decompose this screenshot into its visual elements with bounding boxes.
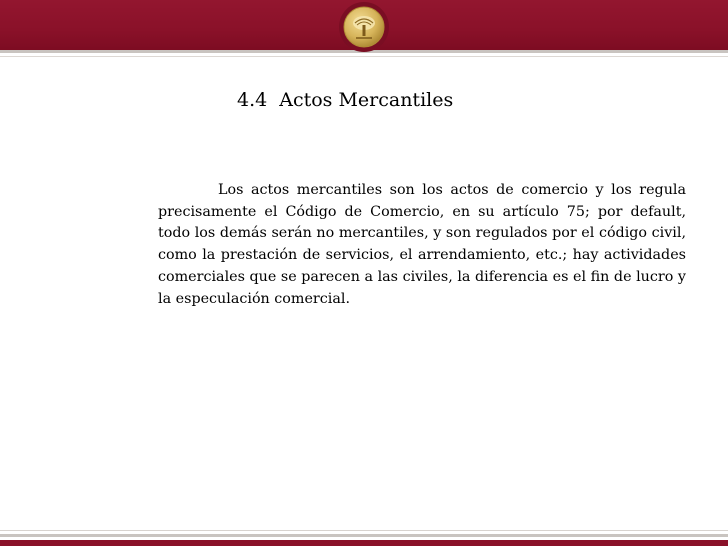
bottom-banner [0,540,728,546]
top-divider-thin [0,56,728,57]
section-number: 4.4 [237,89,268,111]
bottom-divider-thin [0,530,728,531]
body-paragraph: Los actos mercantiles son los actos de comercio y los regula precisamente el Código de Comercio, en su artículo 75; por default, todo los demás serán no mercantiles, y son regulados por el código civil, como la prestación de servicios, el arrendamiento, etc.; hay actividades comerciales que se parecen a las civiles, la diferencia es el fin de lucro y la especulación comercial. [158,182,686,307]
page-title [237,89,453,111]
bottom-divider [0,534,728,537]
tree-seal-icon [339,2,389,52]
section-title: Actos Mercantiles [279,89,454,111]
